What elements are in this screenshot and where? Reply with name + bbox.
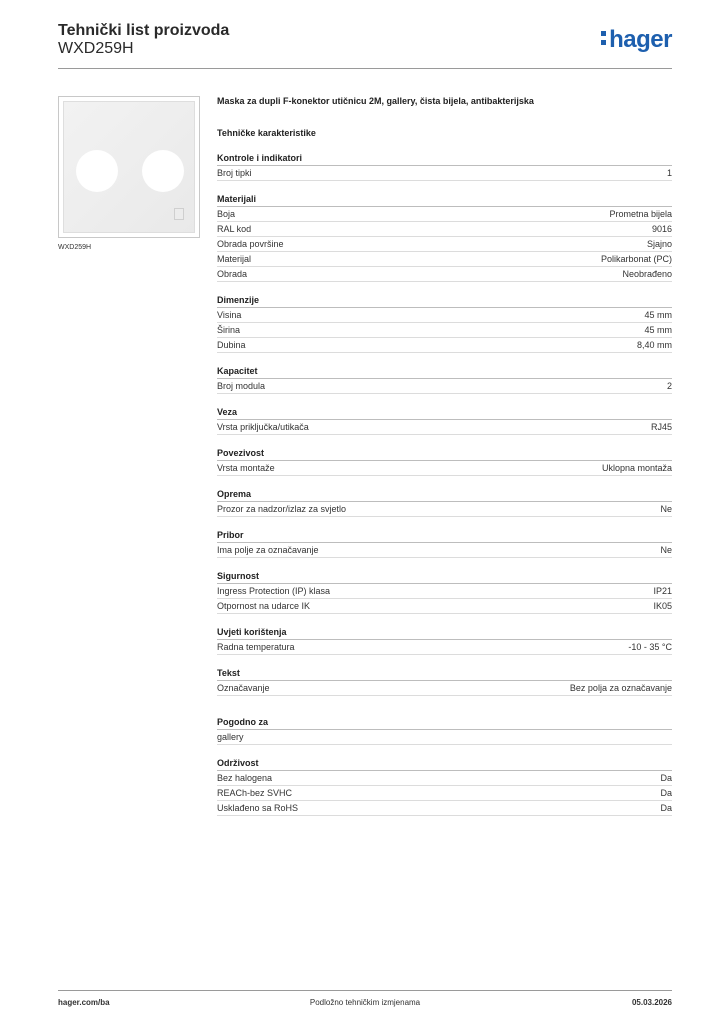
spec-label: Dubina	[217, 340, 246, 350]
spec-section-title: Kapacitet	[217, 366, 672, 379]
page-footer	[58, 998, 672, 1010]
page-header	[58, 20, 672, 68]
product-image	[58, 96, 200, 238]
spec-section-title: Sigurnost	[217, 571, 672, 584]
spec-row	[217, 461, 672, 476]
spec-value: 8,40 mm	[636, 340, 672, 350]
spec-value: 2	[666, 381, 672, 391]
spec-row	[217, 502, 672, 517]
spec-row	[217, 730, 672, 745]
spec-section-title: Kontrole i indikatori	[217, 153, 672, 166]
spec-row	[217, 252, 672, 267]
spec-section-title: Pribor	[217, 530, 672, 543]
spec-value: IP21	[653, 586, 672, 596]
spec-row	[217, 640, 672, 655]
spec-section-title: Tekst	[217, 668, 672, 681]
spec-label: Vrsta priključka/utikača	[217, 422, 309, 432]
spec-section-title: Održivost	[217, 758, 672, 771]
footer-divider	[58, 990, 672, 991]
spec-value: -10 - 35 °C	[628, 642, 672, 652]
spec-label: Usklađeno sa RoHS	[217, 803, 299, 813]
spec-row	[217, 166, 672, 181]
spec-row	[217, 771, 672, 786]
spec-row	[217, 584, 672, 599]
cover-plate-illustration	[63, 101, 195, 233]
spec-value: Ne	[660, 504, 672, 514]
spec-label: Boja	[217, 209, 236, 219]
spec-value: 45 mm	[644, 325, 672, 335]
spec-section-title: Pogodno za	[217, 717, 672, 730]
spec-sections	[217, 153, 672, 816]
spec-row	[217, 379, 672, 394]
spec-row	[217, 207, 672, 222]
header-divider	[58, 68, 672, 69]
spec-label: Ima polje za označavanje	[217, 545, 319, 555]
logo-text: hager	[609, 26, 672, 53]
spec-label: Obrada površine	[217, 239, 284, 249]
spec-row	[217, 338, 672, 353]
spec-label: Otpornost na udarce IK	[217, 601, 311, 611]
spec-label: Materijal	[217, 254, 252, 264]
plate-marker-icon	[174, 208, 184, 220]
spec-value: Da	[660, 803, 672, 813]
spec-value: Prometna bijela	[609, 209, 672, 219]
spec-value: Da	[660, 773, 672, 783]
spec-section	[217, 153, 672, 181]
spec-label: Broj modula	[217, 381, 266, 391]
spec-value: Uklopna montaža	[601, 463, 672, 473]
spec-section	[217, 366, 672, 394]
spec-label: Bez halogena	[217, 773, 273, 783]
spec-row	[217, 308, 672, 323]
spec-row	[217, 420, 672, 435]
document-title: Tehnički list proizvoda	[58, 22, 230, 39]
spec-section-title: Povezivost	[217, 448, 672, 461]
spec-section	[217, 194, 672, 282]
spec-label: gallery	[217, 732, 244, 742]
spec-row	[217, 267, 672, 282]
spec-value: IK05	[653, 601, 672, 611]
spec-label: Ingress Protection (IP) klasa	[217, 586, 331, 596]
spec-panel	[217, 96, 672, 829]
spec-value: 1	[666, 168, 672, 178]
product-description: Maska za dupli F-konektor utičnicu 2M, gallery, čista bijela, antibakterijska	[217, 96, 534, 106]
spec-row	[217, 543, 672, 558]
spec-label: Vrsta montaže	[217, 463, 275, 473]
spec-section-title: Materijali	[217, 194, 672, 207]
spec-section-title: Dimenzije	[217, 295, 672, 308]
spec-row	[217, 237, 672, 252]
spec-label: Širina	[217, 325, 241, 335]
spec-row	[217, 801, 672, 816]
footer-website: hager.com/ba	[58, 998, 110, 1007]
spec-row	[217, 599, 672, 614]
spec-value: Da	[660, 788, 672, 798]
spec-section	[217, 668, 672, 696]
spec-label: Broj tipki	[217, 168, 252, 178]
spec-row	[217, 786, 672, 801]
spec-row	[217, 323, 672, 338]
connector-opening-left	[76, 150, 118, 192]
logo-dots-icon	[601, 31, 606, 45]
spec-value: 9016	[651, 224, 672, 234]
product-code: WXD259H	[58, 40, 134, 57]
spec-section	[217, 571, 672, 614]
spec-label: Označavanje	[217, 683, 270, 693]
spec-section	[217, 489, 672, 517]
connector-opening-right	[142, 150, 184, 192]
spec-row	[217, 681, 672, 696]
spec-section	[217, 448, 672, 476]
spec-value: Sjajno	[646, 239, 672, 249]
spec-value: Neobrađeno	[622, 269, 672, 279]
spec-section	[217, 717, 672, 745]
spec-section	[217, 627, 672, 655]
spec-section	[217, 758, 672, 816]
hager-logo	[601, 26, 672, 54]
footer-disclaimer: Podložno tehničkim izmjenama	[309, 998, 421, 1007]
spec-row	[217, 222, 672, 237]
spec-label: RAL kod	[217, 224, 252, 234]
spec-section-title: Uvjeti korištenja	[217, 627, 672, 640]
spec-value: 45 mm	[644, 310, 672, 320]
spec-label: Obrada	[217, 269, 248, 279]
spec-value: Polikarbonat (PC)	[600, 254, 672, 264]
image-caption: WXD259H	[58, 244, 92, 251]
spec-label: Radna temperatura	[217, 642, 295, 652]
spec-value: Ne	[660, 545, 672, 555]
footer-date: 05.03.2026	[631, 998, 672, 1007]
spec-label: Prozor za nadzor/izlaz za svjetlo	[217, 504, 347, 514]
spec-heading: Tehničke karakteristike	[217, 128, 316, 138]
spec-section-title: Oprema	[217, 489, 672, 502]
spec-section	[217, 407, 672, 435]
spec-value: Bez polja za označavanje	[569, 683, 672, 693]
spec-section-title: Veza	[217, 407, 672, 420]
spec-label: Visina	[217, 310, 242, 320]
spec-section	[217, 530, 672, 558]
spec-section	[217, 295, 672, 353]
spec-value: RJ45	[650, 422, 672, 432]
spec-label: REACh-bez SVHC	[217, 788, 293, 798]
